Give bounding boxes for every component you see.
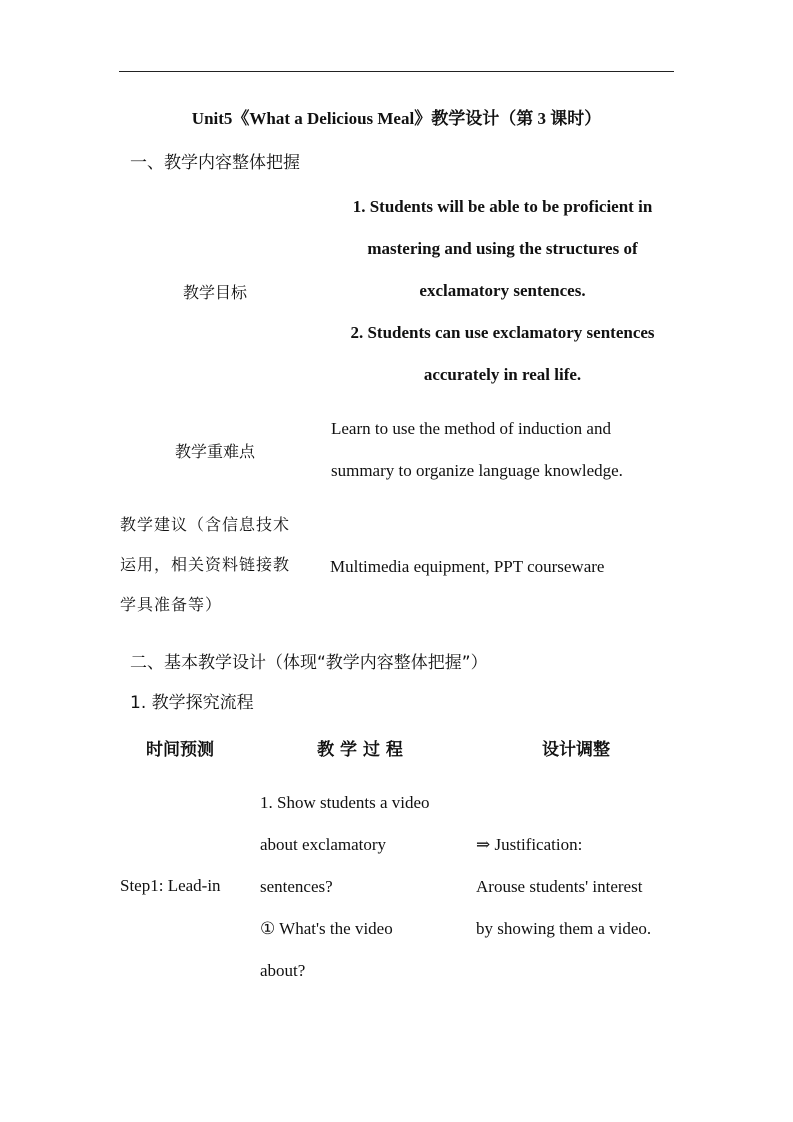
adjust-line: Arouse students' interest (476, 877, 643, 896)
advice-label-line: 运用，相关资料链接教 (120, 555, 291, 574)
process-line: about? (260, 961, 306, 980)
section-heading-1: 一、教学内容整体把握 (130, 153, 300, 173)
header-rule (119, 71, 674, 72)
objective-line: 2. Students can use exclamatory sentences (350, 323, 655, 342)
difficulty-line: Learn to use the method of induction and (331, 419, 611, 438)
objective-line: accurately in real life. (423, 365, 582, 384)
subsection-heading: 1. 教学探究流程 (130, 693, 254, 713)
objectives-cell (330, 186, 675, 396)
document-title: Unit5《What a Delicious Meal》教学设计（第 3 课时） (191, 109, 602, 128)
header-process: 教 学 过 程 (317, 740, 403, 760)
objective-line: exclamatory sentences. (419, 281, 586, 300)
advice-label-line: 学具准备等） (120, 595, 223, 614)
advice-label (120, 505, 320, 625)
adjust-line: ⇒ Justification: (476, 835, 583, 854)
process-line: about exclamatory (260, 835, 387, 854)
advice-label-line: 教学建议（含信息技术 (120, 515, 291, 534)
difficulty-cell (331, 408, 676, 492)
step-process (260, 782, 475, 992)
adjust-line: by showing them a video. (476, 919, 652, 938)
advice-value: Multimedia equipment, PPT courseware (330, 557, 605, 576)
difficulty-line: summary to organize language knowledge. (331, 461, 623, 480)
process-line: sentences? (260, 877, 333, 896)
objectives-label: 教学目标 (182, 283, 247, 302)
objective-line: 1. Students will be able to be proficient in (352, 197, 653, 216)
step-time: Step1: Lead-in (120, 876, 221, 895)
difficulty-label: 教学重难点 (174, 442, 255, 461)
step-adjust (476, 824, 676, 950)
objective-line: mastering and using the structures of (367, 239, 638, 258)
process-line: ① What's the video (260, 919, 393, 938)
section-heading-2: 二、基本教学设计（体现“教学内容整体把握”） (130, 653, 488, 673)
header-time: 时间预测 (146, 740, 214, 760)
process-line: 1. Show students a video (260, 793, 430, 812)
header-adjust: 设计调整 (542, 740, 610, 760)
